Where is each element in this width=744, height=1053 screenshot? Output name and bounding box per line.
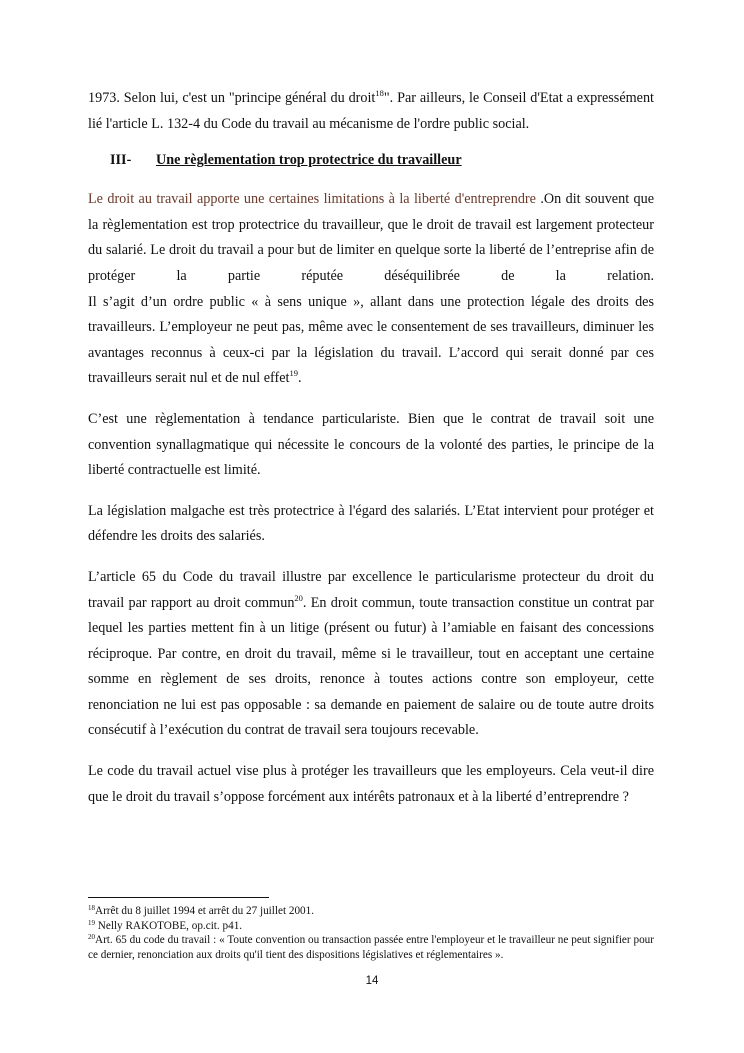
- footnote-19: [88, 919, 654, 934]
- paragraph-4-text: L’article 65 du Code du travail illustre par excellence le particularisme protecteur du droit du travail par rapport au droit commun: [88, 568, 654, 611]
- paragraph-3: La législation malgache est très protectrice à l'égard des salariés. L’Etat intervient pour protéger et défendre les droits des salariés.: [88, 502, 654, 545]
- footnote-text: Art. 65 du code du travail : « Toute convention ou transaction passée entre l'employeur et le travailleur ne peut signifier pour ce dernier, renonciation aux droits qu'il tient des dispositions législatives et réglementaires ».: [88, 934, 654, 961]
- intro-text: 1973. Selon lui, c'est un "principe général du droit: [88, 90, 376, 106]
- paragraph-4-text-continued: . En droit commun, toute transaction constitue un contrat par lequel les parties mettent fin à un litige (présent ou futur) à l’amiable en faisant des concessions réciproque. Par contre, en droit du travail, même si le travailleur, tout en acceptant une certaine somme en règlement de ses droits, renonce à toutes actions contre son employeur, cette renonciation ne lui est pas opposable : sa demande en paiement de salaire ou de toute autre droits consécutif à l’exécution du contrat de travail sera toujours recevable.: [88, 594, 654, 739]
- paragraph-1-lead: Le droit au travail apporte une certaines limitations à la liberté d'entreprendre: [88, 191, 536, 208]
- paragraph-4: [88, 565, 654, 744]
- footnote-18: [88, 904, 654, 919]
- paragraph-1b-end: .: [297, 370, 302, 387]
- footnote-number: 19: [88, 918, 95, 927]
- footnote-number: 20: [88, 933, 95, 942]
- paragraph-1b: [88, 290, 654, 392]
- footnotes: [88, 904, 654, 962]
- intro-text-continued: ". Par ailleurs, le Conseil d'Etat a expressément lié l'article L. 132-4 du Code du travail au mécanisme de l'ordre public social.: [88, 90, 654, 132]
- footnote-text: Arrêt du 8 juillet 1994 et arrêt du 27 juillet 2001.: [95, 905, 315, 917]
- paragraph-5: Le code du travail actuel vise plus à protéger les travailleurs que les employeurs. Cela veut-il dire que le droit du travail s’oppose forcément aux intérêts patronaux et à la liberté d’entreprendre ?: [88, 763, 654, 805]
- footnote-divider: [88, 897, 269, 898]
- section-heading: [110, 149, 654, 171]
- footnote-ref-20[interactable]: 20: [294, 592, 303, 603]
- footnote-ref-18[interactable]: 18: [375, 88, 384, 98]
- page-body: [88, 86, 654, 825]
- intro-paragraph: [88, 86, 654, 137]
- paragraph-2: C’est une règlementation à tendance particulariste. Bien que le contrat de travail soit une convention synallagmatique qui nécessite le concours de la volonté des parties, le principe de la liberté contractuelle est limité.: [88, 410, 654, 479]
- footnote-number: 18: [88, 904, 95, 912]
- paragraph-1-text: .On dit souvent que la règlementation est trop protectrice du travailleur, que le droit de travail est largement protecteur du salarié. Le droit du travail a pour but de limiter en quelque sorte la liberté de l’entreprise afin de protéger la partie réputée déséquilibrée de la relation.: [88, 191, 655, 284]
- footnote-text: Nelly RAKOTOBE, op.cit. p41.: [95, 919, 243, 932]
- page-number: 14: [365, 975, 379, 987]
- section-title: Une règlementation trop protectrice du travailleur: [156, 152, 462, 169]
- footnote-20: [88, 933, 654, 962]
- footnote-ref-19[interactable]: 19: [289, 368, 298, 379]
- section-number: III-: [110, 152, 132, 169]
- paragraph-1: [88, 187, 654, 289]
- paragraph-1b-text: Il s’agit d’un ordre public « à sens unique », allant dans une protection légale des droits des travailleurs. L’employeur ne peut pas, même avec le consentement de ses travailleurs, diminuer les avantages reconnus à ceux-ci par la législation du travail. L’accord qui serait donné par ces travailleurs serait nul et de nul effet: [88, 293, 654, 387]
